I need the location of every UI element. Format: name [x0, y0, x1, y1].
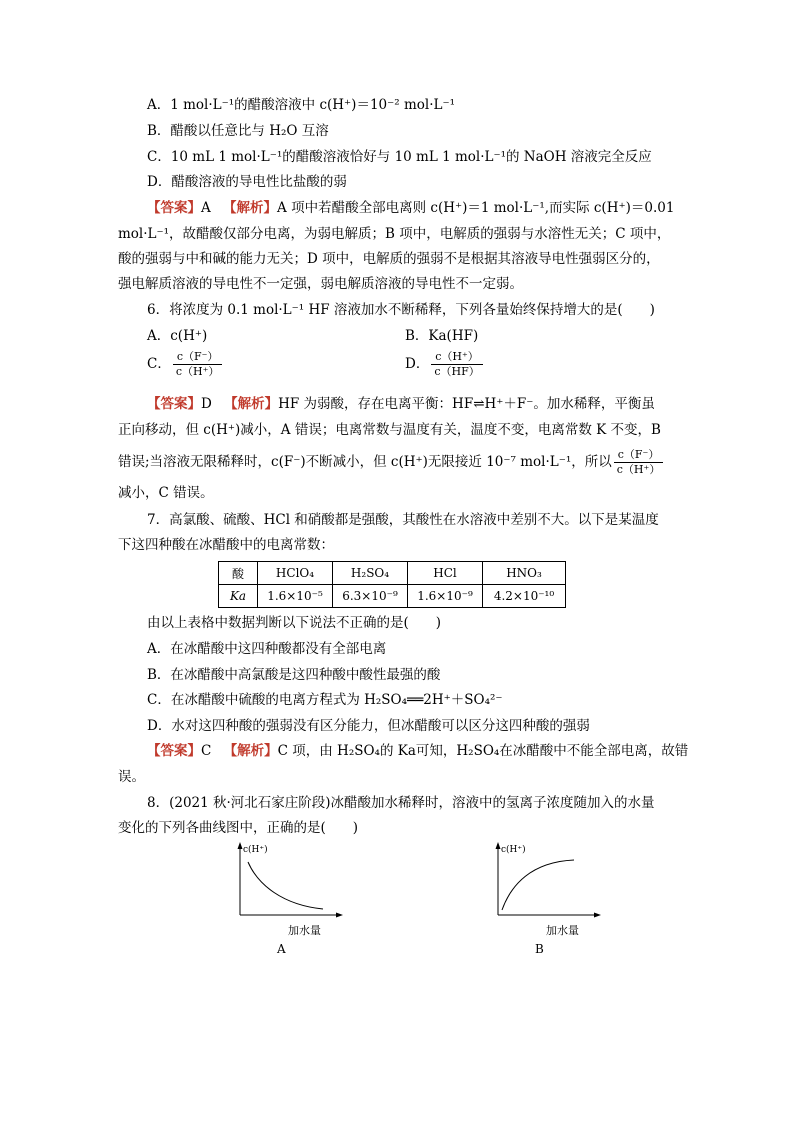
- table-cell: 1.6×10⁻⁹: [408, 585, 483, 608]
- table-cell: 酸: [219, 562, 258, 585]
- q5-explanation-line: mol·L⁻¹，故醋酸仅部分电离，为弱电解质；B 项中，电解质的强弱与水溶性无关；C 项中，: [118, 226, 671, 242]
- explanation-text: 错误;当溶液无限稀释时，c(F⁻)不断减小，但 c(H⁺)无限接近 10⁻⁷ mol·L⁻¹，所以: [118, 454, 612, 470]
- answer-tag: 【答案】: [147, 200, 201, 216]
- explanation-text: C 项，由 H₂SO₄的 Ka可知，H₂SO₄在冰醋酸中不能全部电离，故错: [277, 743, 689, 759]
- fraction: [431, 350, 482, 379]
- fraction-denominator: c（H⁺）: [614, 462, 664, 477]
- x-axis-arrow-icon: [594, 913, 601, 918]
- option-label: D．: [405, 356, 430, 372]
- graph-a-caption: A: [277, 942, 286, 956]
- fraction-denominator: c（HF）: [431, 364, 482, 379]
- q5-explanation-line: 强电解质溶液的导电性不一定强，弱电解质溶液的导电性不一定弱。: [118, 276, 523, 292]
- x-axis-label: 加水量: [546, 924, 579, 937]
- answer-value: A: [201, 200, 211, 216]
- q6-option-b: B．Ka(HF): [405, 328, 479, 344]
- answer-tag: 【答案】: [147, 396, 201, 412]
- answer-value: D: [201, 396, 212, 412]
- fraction-denominator: c（H⁺）: [173, 364, 223, 379]
- q7-stem: 7．高氯酸、硫酸、HCl 和硝酸都是强酸，其酸性在水溶液中差别不大。以下是某温度: [147, 512, 659, 528]
- answer-tag: 【答案】: [147, 743, 201, 759]
- q5-option-d: D．醋酸溶液的导电性比盐酸的弱: [147, 174, 347, 190]
- fraction: [614, 448, 664, 477]
- explanation-text: HF 为弱酸，存在电离平衡：HF⇌H⁺＋F⁻。加水稀释，平衡虽: [278, 396, 655, 412]
- q5-explanation-line: 酸的强弱与中和碱的能力无关；D 项中，电解质的强弱不是根据其溶液导电性强弱区分的，: [118, 251, 660, 267]
- q7-option-a: A．在冰醋酸中这四种酸都没有全部电离: [147, 641, 387, 657]
- table-cell: Ka: [219, 585, 258, 608]
- q7-option-d: D．水对这四种酸的强弱没有区分能力，但冰醋酸可以区分这四种酸的强弱: [147, 718, 590, 734]
- q7-option-c: C．在冰醋酸中硫酸的电离方程式为 H₂SO₄══2H⁺＋SO₄²⁻: [147, 692, 503, 708]
- explanation-tag: 【解析】: [223, 743, 278, 759]
- q8-stem: 8．(2021 秋·河北石家庄阶段)冰醋酸加水稀释时，溶液中的氢离子浓度随加入的水量: [147, 795, 655, 811]
- fraction-numerator: c（F⁻）: [176, 350, 219, 363]
- y-axis-label: c(H⁺): [243, 845, 268, 855]
- table-cell: HClO₄: [258, 562, 333, 585]
- ka-table: [218, 561, 566, 608]
- fraction: [173, 350, 223, 379]
- curve-line: [248, 862, 323, 909]
- option-label: C．: [147, 356, 171, 372]
- table-cell: HNO₃: [483, 562, 566, 585]
- y-axis-label: c(H⁺): [501, 845, 526, 855]
- table-header-row: [219, 562, 566, 585]
- curve-line: [502, 860, 574, 910]
- q6-option-c: [147, 350, 224, 379]
- x-axis-arrow-icon: [336, 913, 343, 918]
- graph-b-caption: B: [535, 942, 544, 956]
- q7-answer-line: [147, 741, 688, 761]
- table-cell: HCl: [408, 562, 483, 585]
- q5-option-b: B．醋酸以任意比与 H₂O 互溶: [147, 123, 329, 139]
- fraction-numerator: c（F⁻）: [617, 448, 660, 461]
- table-cell: 6.3×10⁻⁹: [333, 585, 408, 608]
- x-axis-label: 加水量: [288, 924, 321, 937]
- q6-option-a: A．c(H⁺): [147, 328, 208, 344]
- q5-option-c: C．10 mL 1 mol·L⁻¹的醋酸溶液恰好与 10 mL 1 mol·L⁻¹的 NaOH 溶液完全反应: [147, 149, 652, 165]
- graph-a: [228, 840, 348, 940]
- q8-stem: 变化的下列各曲线图中，正确的是( ): [118, 820, 359, 836]
- q6-explanation-line: 减小，C 错误。: [118, 485, 214, 501]
- q7-explanation-line: 误。: [118, 769, 145, 785]
- fraction-numerator: c（H⁺）: [435, 350, 479, 363]
- table-cell: 1.6×10⁻⁵: [258, 585, 333, 608]
- graph-b: [486, 840, 606, 940]
- table-cell: H₂SO₄: [333, 562, 408, 585]
- answer-value: C: [201, 743, 212, 759]
- q6-option-d: [405, 350, 485, 379]
- explanation-tag: 【解析】: [223, 200, 278, 216]
- q7-option-b: B．在冰醋酸中高氯酸是这四种酸中酸性最强的酸: [147, 667, 441, 683]
- q6-explanation-line: [118, 448, 665, 477]
- q5-answer-line: [147, 198, 674, 218]
- table-cell: 4.2×10⁻¹⁰: [483, 585, 566, 608]
- q6-explanation-line: 正向移动，但 c(H⁺)减小，A 错误；电离常数与温度有关，温度不变，电离常数 K 不变，B: [118, 422, 661, 438]
- q7-stem: 下这四种酸在冰醋酸中的电离常数：: [118, 537, 334, 553]
- q7-question: 由以上表格中数据判断以下说法不正确的是( ): [147, 615, 442, 631]
- q6-stem: 6．将浓度为 0.1 mol·L⁻¹ HF 溶液加水不断稀释，下列各量始终保持增大的是( ): [147, 302, 655, 318]
- table-row: [219, 585, 566, 608]
- q6-answer-line: [147, 394, 655, 414]
- y-axis-arrow-icon: [238, 842, 243, 849]
- explanation-tag: 【解析】: [224, 396, 279, 412]
- q5-option-a: A．1 mol·L⁻¹的醋酸溶液中 c(H⁺)＝10⁻² mol·L⁻¹: [147, 97, 456, 113]
- explanation-text: A 项中若醋酸全部电离则 c(H⁺)＝1 mol·L⁻¹,而实际 c(H⁺)＝0.01: [277, 200, 675, 216]
- y-axis-arrow-icon: [496, 842, 501, 849]
